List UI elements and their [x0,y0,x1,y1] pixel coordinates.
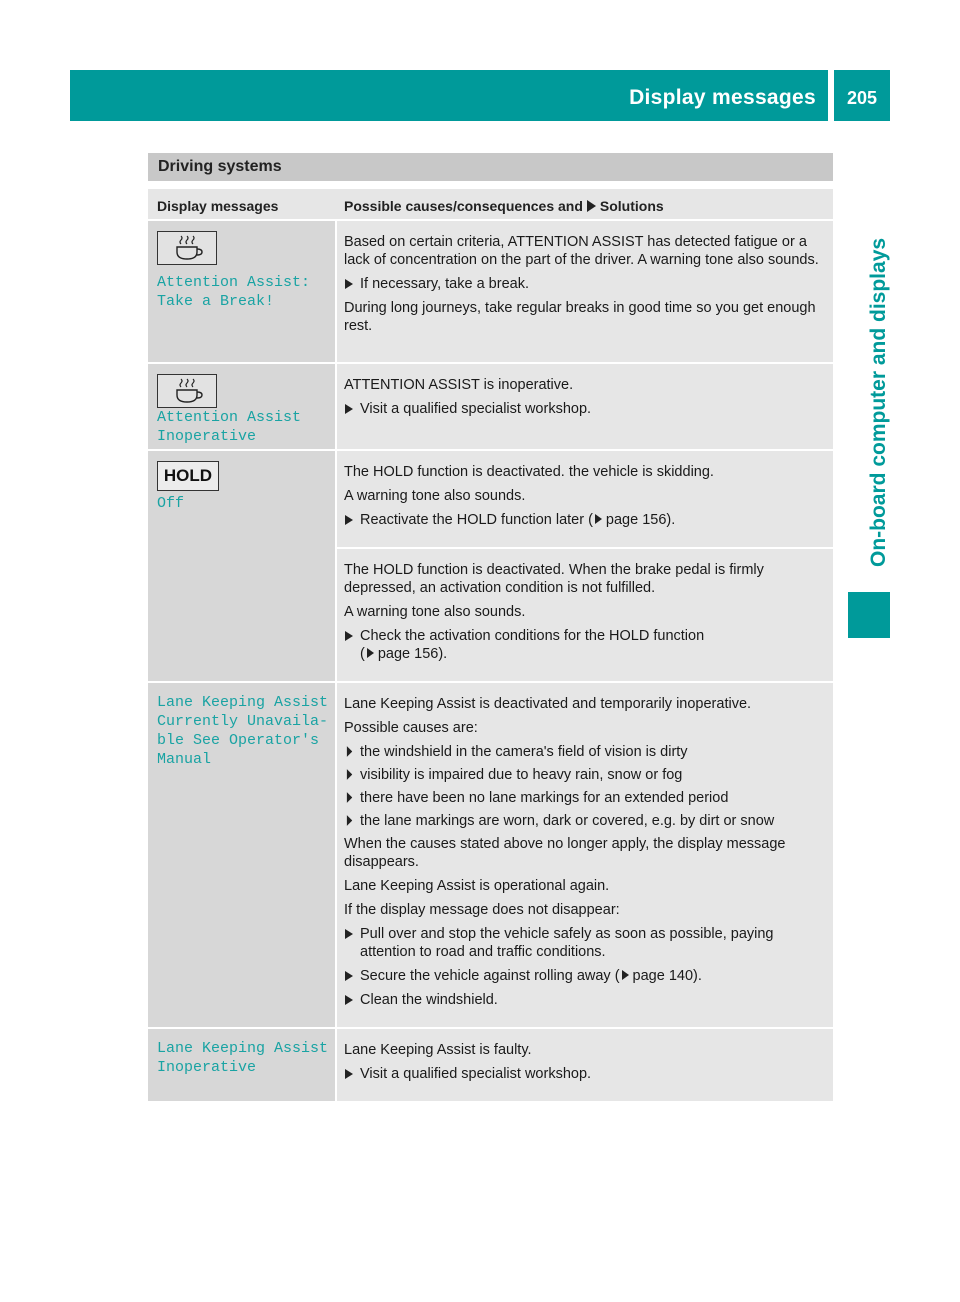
table-row [148,683,833,1029]
cause-text: Lane Keeping Assist is faulty. [344,1042,532,1058]
action-text: Check the activation conditions for the HOLD function [360,628,705,644]
display-messages-table [148,189,833,1101]
solution-cell [337,683,833,1027]
table-header [148,189,833,221]
table-row [148,364,833,451]
solution-cell [337,451,833,549]
action-item: Visit a qualified specialist workshop. [344,400,827,418]
cause-text: Based on certain criteria, ATTENTION ASSIST has detected fatigue or a lack of concentration on the part of the driver. A warning tone also sounds. [344,234,819,268]
note-text: Lane Keeping Assist is operational again. [344,878,610,894]
page-ref-icon [595,514,602,524]
header-bar [70,70,828,121]
cause-text: Lane Keeping Assist is deactivated and temporarily inoperative. [344,696,752,712]
action-text: Reactivate the HOLD function later ( [360,512,593,528]
display-message-text: Off [157,495,185,512]
message-cell [148,683,335,1027]
page-reference-link[interactable]: page 156). [377,646,448,662]
solution-cell [337,364,833,449]
column-header-solutions [344,198,664,214]
hold-icon: HOLD [157,461,219,491]
display-message-text: Lane Keeping Assist Currently Unavaila‐ ble See Operator's Manual [157,694,329,768]
page-number: 205 [846,88,878,108]
display-message-text: Attention Assist: Take a Break! [157,274,311,310]
note-text: If the display message does not disappear: [344,902,620,918]
column-header-solutions-part2: Solutions [599,198,664,214]
action-item: If necessary, take a break. [344,275,827,293]
message-cell [148,1029,335,1101]
solution-cell [337,1029,833,1101]
note-text: A warning tone also sounds. [344,488,526,504]
action-item: Visit a qualified specialist workshop. [344,1065,827,1083]
note-text: When the causes stated above no longer apply, the display message disappears. [344,836,786,870]
solution-cell [337,221,833,362]
action-item: Pull over and stop the vehicle safely as soon as possible, paying attention to road and traffic conditions. [344,925,827,961]
page-reference-link[interactable]: page 140). [632,968,702,984]
chapter-marker [848,592,890,638]
cause-bullet: the lane markings are worn, dark or covered, e.g. by dirt or snow [344,812,827,830]
action-item: Check the activation conditions for the HOLD function ( page 156). [344,627,827,663]
page-reference-link[interactable]: page 156). [605,512,676,528]
cause-text: ATTENTION ASSIST is inoperative. [344,377,574,393]
page-number-box [834,70,890,121]
cause-bullet: the windshield in the camera's field of vision is dirty [344,743,827,761]
action-arrow-icon [587,200,596,212]
message-cell [148,451,335,681]
page-header-title: Display messages [629,86,816,109]
cause-text: The HOLD function is deactivated. the vehicle is skidding. [344,464,714,480]
solution-cell [337,549,833,681]
chapter-side-tab-label: On-board computer and displays [867,237,890,567]
display-message-text: Lane Keeping Assist Inoperative [157,1040,329,1076]
table-row [148,1029,833,1101]
table-row [148,451,833,683]
column-header-messages: Display messages [157,198,279,214]
action-item [344,967,827,985]
cause-text: The HOLD function is deactivated. When the brake pedal is firmly depressed, an activation condition is not fulfilled. [344,562,764,596]
cause-bullet: visibility is impaired due to heavy rain, snow or fog [344,766,827,784]
column-header-solutions-part1: Possible causes/consequences and [344,198,583,214]
action-text: Secure the vehicle against rolling away ( [360,968,620,984]
causes-label: Possible causes are: [344,720,478,736]
coffee-cup-icon [157,231,217,265]
action-item: Clean the windshield. [344,991,827,1009]
page-ref-icon [622,970,629,980]
note-text: During long journeys, take regular breaks in good time so you get enough rest. [344,300,816,334]
action-item [344,511,827,529]
section-header [148,153,833,181]
note-text: A warning tone also sounds. [344,604,526,620]
message-cell [148,221,335,362]
message-cell [148,364,335,449]
coffee-cup-icon [157,374,217,408]
page-ref-icon [367,648,374,658]
display-message-text: Attention Assist Inoperative [157,409,302,445]
section-title: Driving systems [158,158,282,175]
cause-bullet: there have been no lane markings for an extended period [344,789,827,807]
table-row [148,221,833,364]
chapter-side-tab [846,230,890,580]
